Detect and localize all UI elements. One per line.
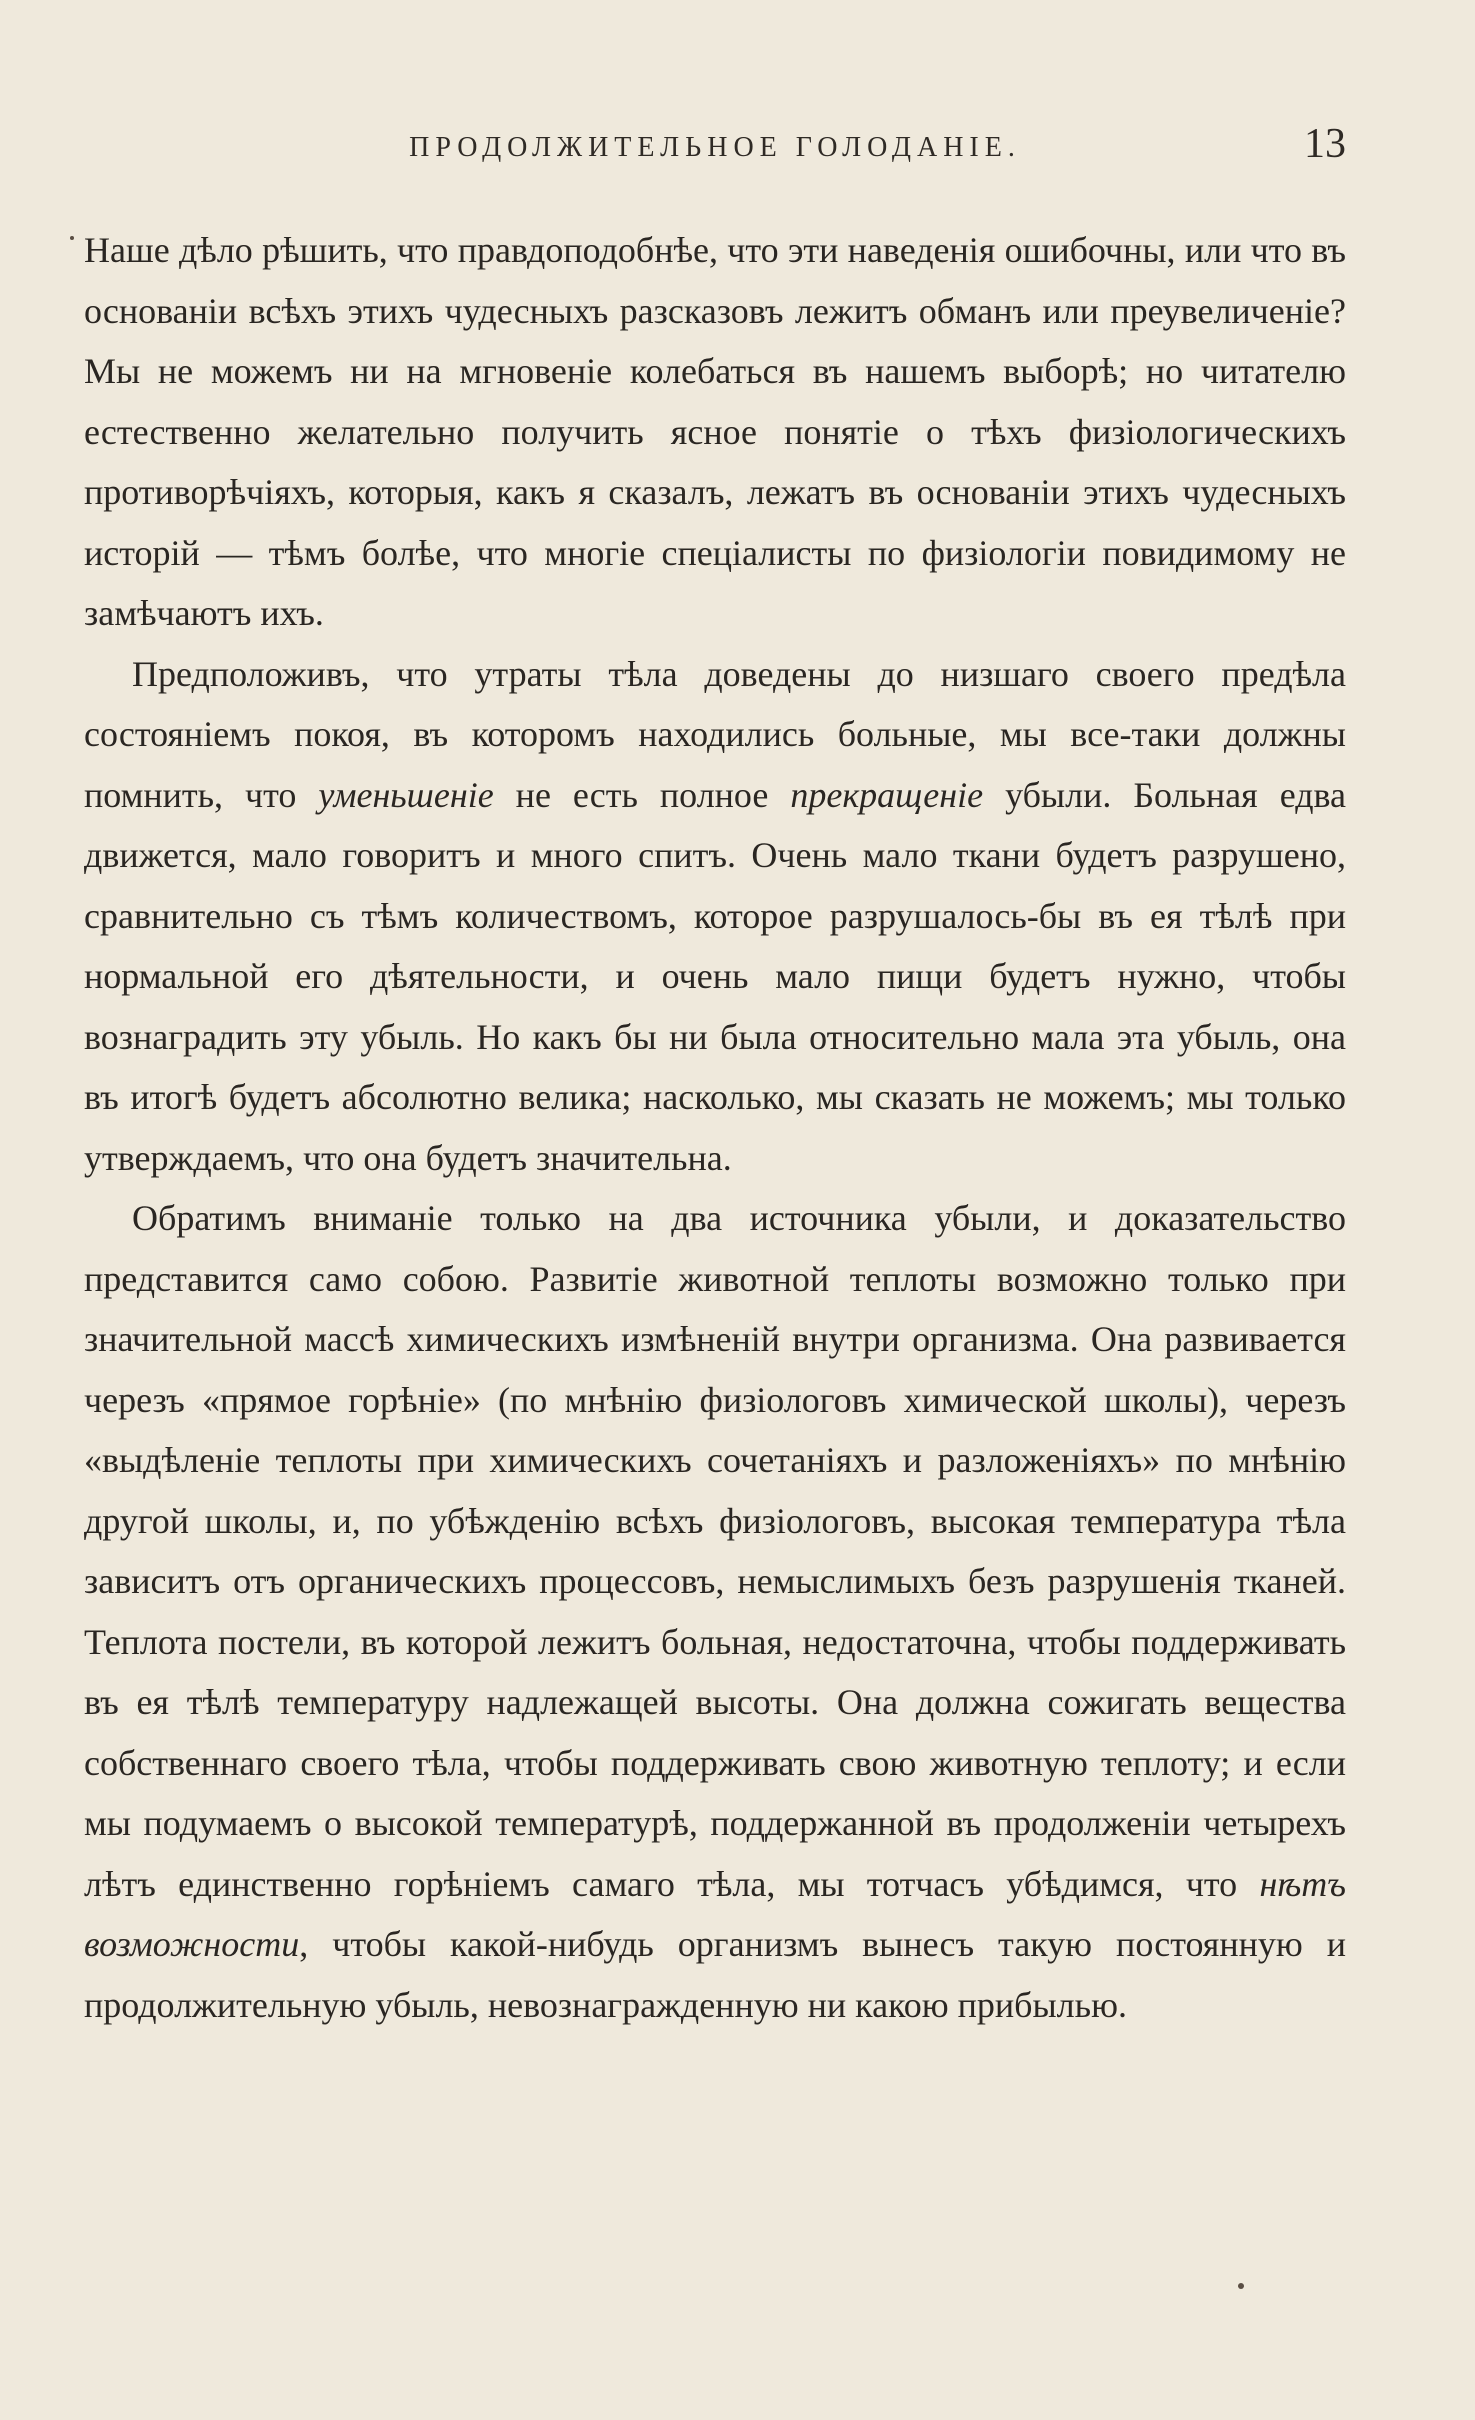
paragraph-1: [84, 220, 1346, 644]
page-number: 13: [1304, 121, 1346, 167]
emphasis-prekrashchenie: прекращеніе: [790, 774, 984, 815]
paragraph-2-text-a: Предположивъ, что утраты тѣла доведены до низшаго своего предѣла состояніемъ покоя, въ которомъ находились больные, мы все-таки должны помнить, что: [84, 653, 1346, 815]
body-text: [84, 220, 1346, 2035]
print-speck: [1238, 2283, 1244, 2289]
running-title: ПРОДОЛЖИТЕЛЬНОЕ ГОЛОДАНІЕ.: [409, 132, 1021, 163]
paragraph-2: [84, 644, 1346, 1189]
paragraph-3: [84, 1188, 1346, 2035]
emphasis-umenshenie: уменьшеніе: [318, 774, 494, 815]
print-speck: [70, 236, 74, 240]
paragraph-2-text-b: не есть полное: [493, 774, 791, 815]
paragraph-3-text-b: , чтобы какой-нибудь организмъ вынесъ такую постоянную и продолжительную убыль, невознагражденную ни какою прибылью.: [84, 1924, 1346, 2025]
paragraph-2-text-c: убыли. Больная едва движется, мало говоритъ и много спитъ. Очень мало ткани будетъ разрушено, сравнительно съ тѣмъ количествомъ, которое разрушалось-бы въ ея тѣлѣ при нормальной его дѣятельности, и очень мало пищи будетъ нужно, чтобы вознаградить эту убыль. Но какъ бы ни была относительно мала эта убыль, она въ итогѣ будетъ абсолютно велика; насколько, мы сказать не можемъ; мы только утверждаемъ, что она будетъ значительна.: [84, 774, 1347, 1178]
emphasis-net-vozmozhnosti: нѣтъ возможности: [84, 1863, 1346, 1964]
paragraph-1-text: Наше дѣло рѣшить, что правдоподобнѣе, что эти наведенія ошибочны, или что въ основаніи всѣхъ этихъ чудесныхъ разсказовъ лежитъ обманъ или преувеличеніе? Мы не можемъ ни на мгновеніе колебаться въ нашемъ выборѣ; но читателю естественно желательно получить ясное понятіе о тѣхъ физіологическихъ противорѣчіяхъ, которыя, какъ я сказалъ, лежатъ въ основаніи этихъ чудесныхъ исторій — тѣмъ болѣе, что многіе спеціалисты по физіологіи повидимому не замѣчаютъ ихъ.: [84, 230, 1346, 633]
page-header: [84, 120, 1346, 180]
paragraph-3-text-a: Обратимъ вниманіе только на два источника убыли, и доказательство представится само собою. Развитіе животной теплоты возможно только при значительной массѣ химическихъ измѣненій внутри организма. Она развивается черезъ «прямое горѣніе» (по мнѣнію физіологовъ химической школы), черезъ «выдѣленіе теплоты при химическихъ сочетаніяхъ и разложеніяхъ» по мнѣнію другой школы, и, по убѣжденію всѣхъ физіологовъ, высокая температура тѣла зависитъ отъ органическихъ процессовъ, немыслимыхъ безъ разрушенія тканей. Теплота постели, въ которой лежитъ больная, недостаточна, чтобы поддерживать въ ея тѣлѣ температуру надлежащей высоты. Она должна сожигать вещества собственнаго своего тѣла, чтобы поддерживать свою животную теплоту; и если мы подумаемъ о высокой температурѣ, поддержанной въ продолженіи четырехъ лѣтъ единственно горѣніемъ самаго тѣла, мы тотчасъ убѣдимся, что: [84, 1198, 1346, 1904]
